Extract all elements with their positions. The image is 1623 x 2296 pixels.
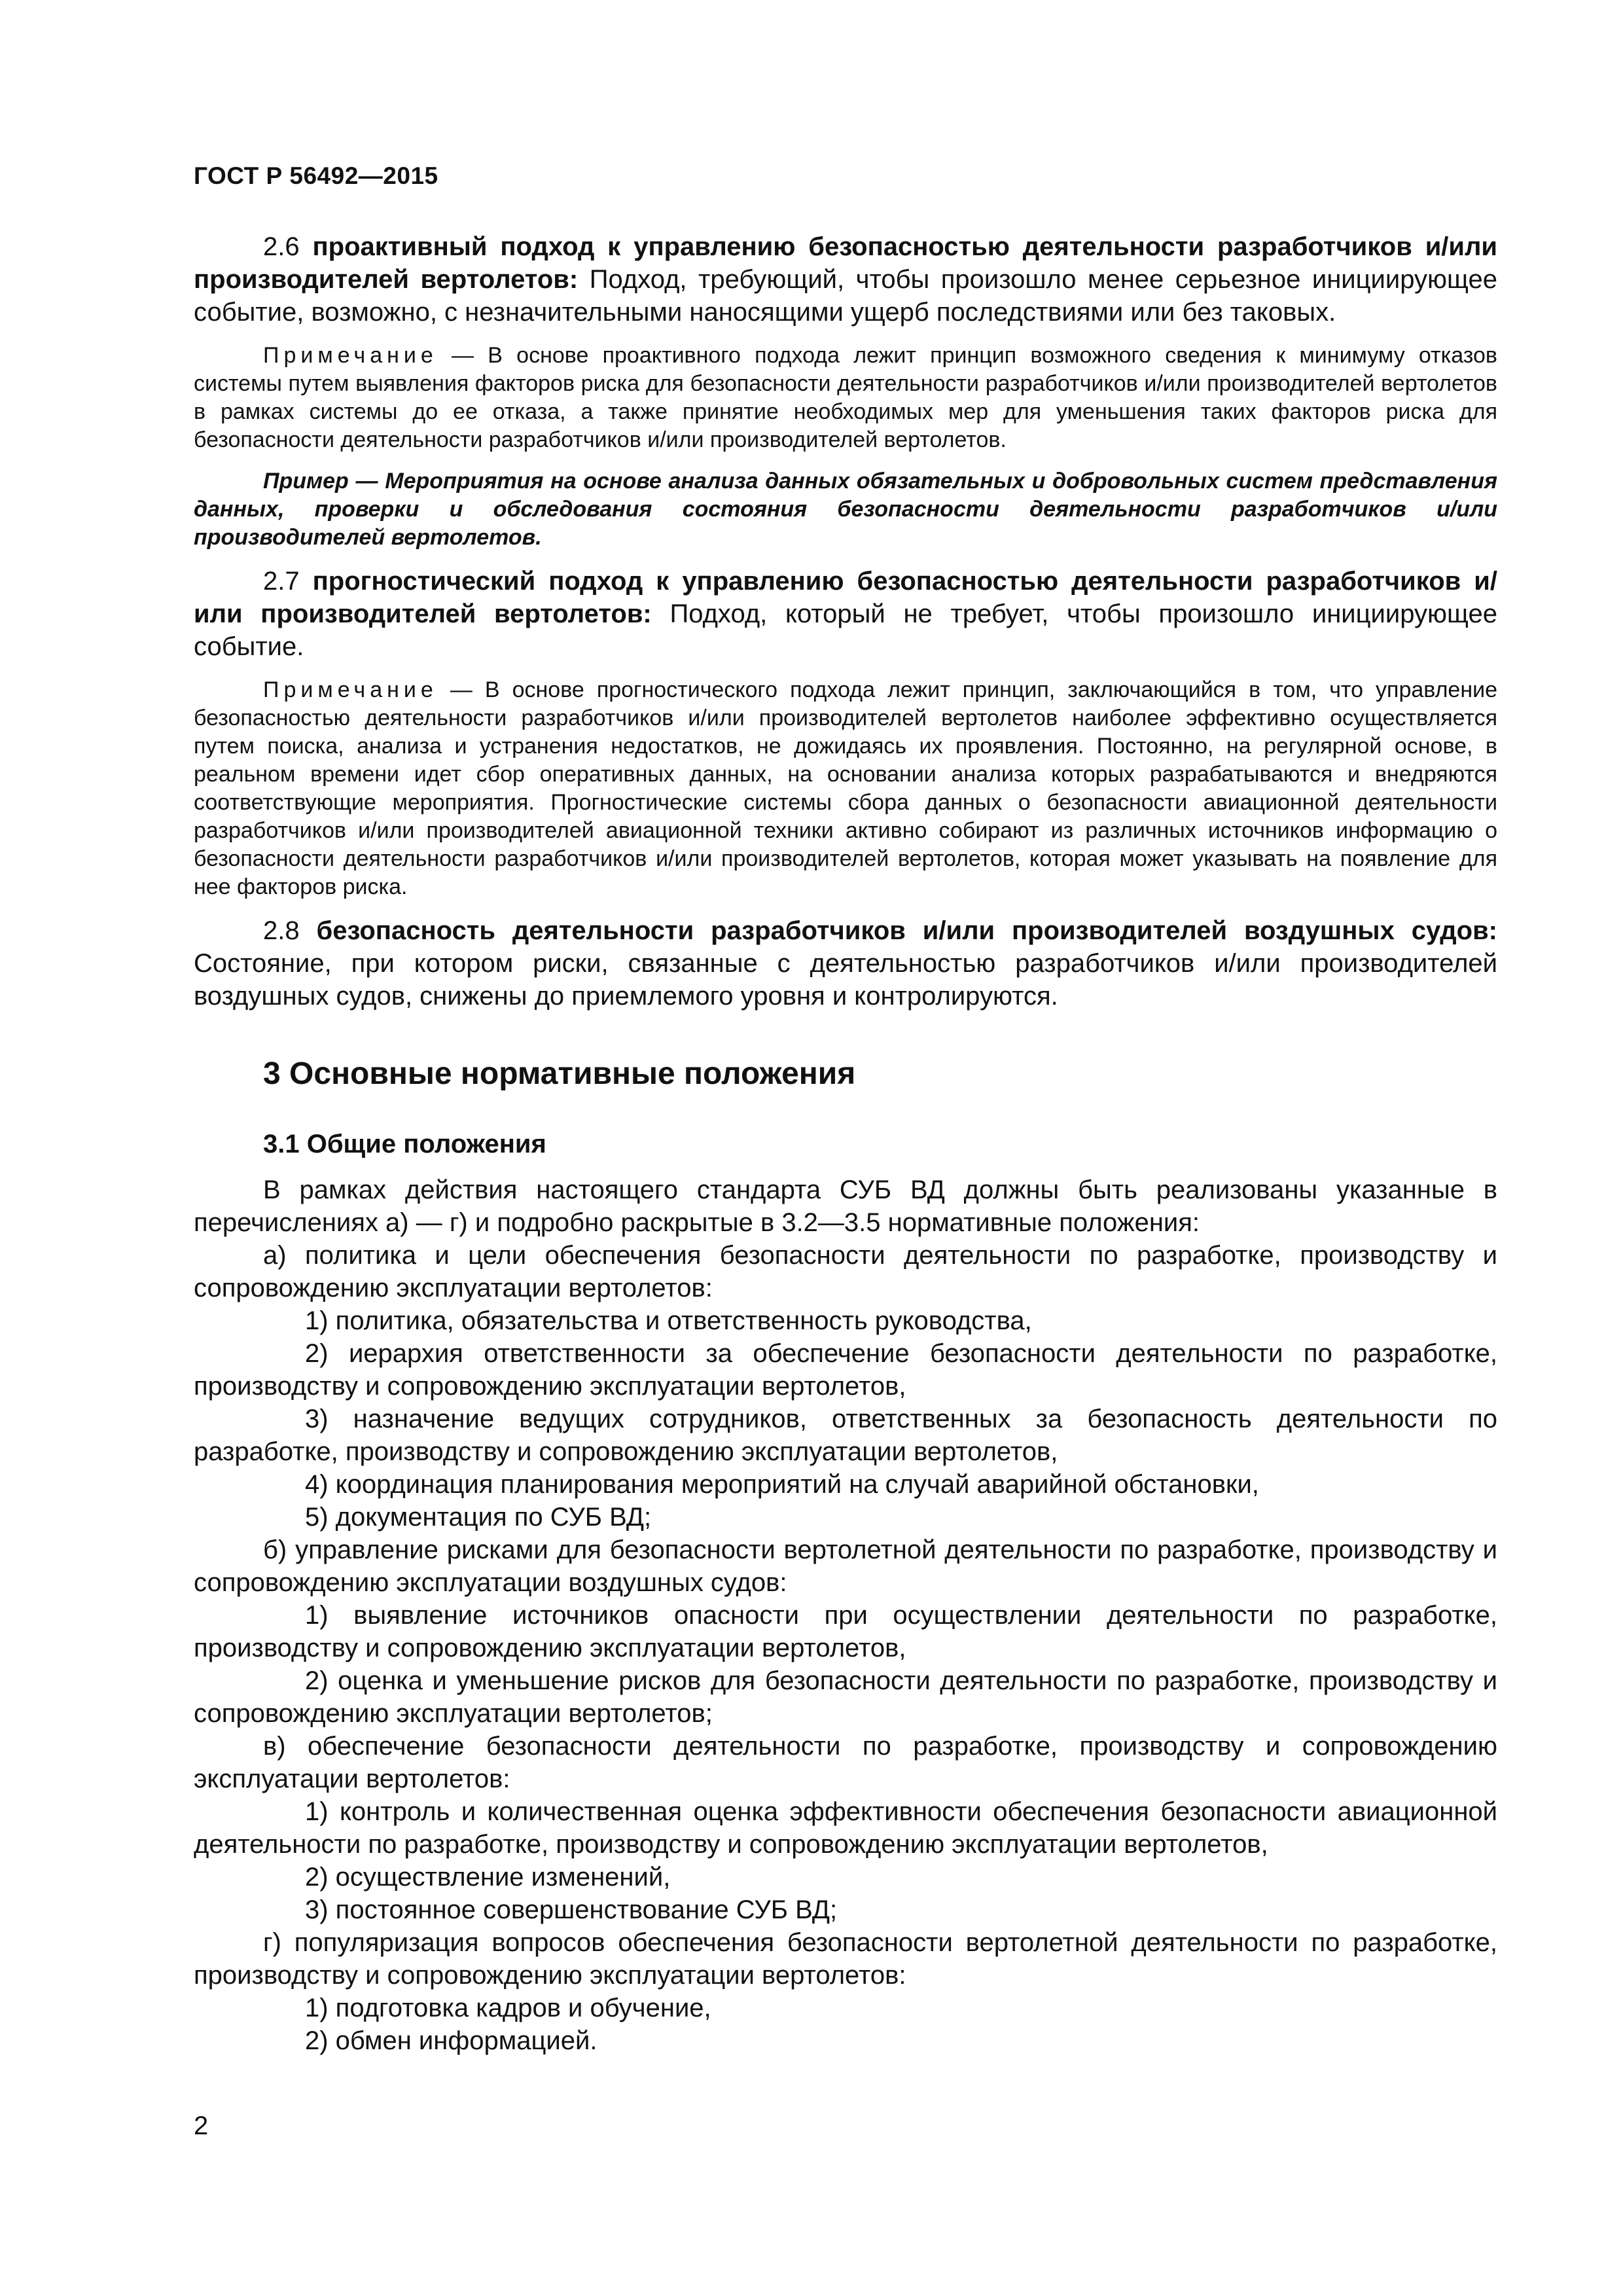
note-text: — В основе проактивного подхода лежит принцип возможного сведения к минимуму отказов системы путем выявления факторов риска для безопасности деятельности разработчиков и/или производителей вертолетов в рамках системы до ее отказа, а также принятие необходимых мер для уменьшения таких факторов риска для безопасности деятельности разработчиков и/или производителей вертолетов.: [194, 343, 1497, 452]
list-item-g1: 1) подготовка кадров и обучение,: [305, 1994, 711, 2022]
list-item-b1: 1) выявление источников опасности при осуществлении деятельности по разработке, производству и сопровождению эксплуатации вертолетов,: [194, 1601, 1497, 1662]
definition: Подход, требующий, чтобы произошло менее серьезное инициирующее событие, возможно, с незначительными наносящими ущерб последствиями или без таковых.: [194, 265, 1497, 327]
list-item-b: б) управление рисками для безопасности вертолетной деятельности по разработке, производству и сопровождению эксплуатации воздушных судов:: [194, 1535, 1497, 1597]
clause-2-7: [194, 565, 1497, 663]
term: безопасность деятельности разработчиков и/или производителей воздушных судов:: [316, 916, 1497, 945]
note-label: Примечание: [263, 677, 438, 702]
clause-number: 2.8: [263, 916, 300, 945]
example-1: Пример — Мероприятия на основе анализа данных обязательных и добровольных систем представления данных, проверки и обследования состояния безопасности деятельности разработчиков и/или производителей вертолетов.: [194, 469, 1497, 550]
list-item-a4: 4) координация планирования мероприятий на случай аварийной обстановки,: [305, 1470, 1259, 1499]
term: проактивный подход к управлению безопасностью деятельности разработчиков и/или производителей вертолетов:: [194, 232, 1497, 294]
list-item-a2: 2) иерархия ответственности за обеспечение безопасности деятельности по разработке, производству и сопровождению эксплуатации вертолетов,: [194, 1339, 1497, 1401]
list-item-a1: 1) политика, обязательства и ответственность руководства,: [305, 1306, 1032, 1335]
page-content: [194, 230, 1497, 2057]
list-item-v2: 2) осуществление изменений,: [305, 1863, 671, 1892]
note-label: Примечание: [263, 343, 438, 368]
subsection-3-1-title: 3.1 Общие положения: [263, 1130, 546, 1158]
term: прогностический подход к управлению безопасностью деятельности разработчиков и/или производителей вертолетов:: [194, 567, 1497, 628]
list-item-g2: 2) обмен информацией.: [305, 2026, 597, 2055]
clause-2-6: [194, 230, 1497, 329]
list-item-v1: 1) контроль и количественная оценка эффективности обеспечения безопасности авиационной деятельности по разработке, производству и сопровождению эксплуатации вертолетов,: [194, 1797, 1497, 1859]
definition: Состояние, при котором риски, связанные с деятельностью разработчиков и/или производителей воздушных судов, снижены до приемлемого уровня и контролируются.: [194, 949, 1497, 1011]
list-item-v: в) обеспечение безопасности деятельности по разработке, производству и сопровождению эксплуатации вертолетов:: [194, 1732, 1497, 1793]
list-item-v3: 3) постоянное совершенствование СУБ ВД;: [305, 1895, 838, 1924]
list-item-b2: 2) оценка и уменьшение рисков для безопасности деятельности по разработке, производству и сопровождению эксплуатации вертолетов;: [194, 1666, 1497, 1728]
list-item-a: а) политика и цели обеспечения безопасности деятельности по разработке, производству и сопровождению эксплуатации вертолетов:: [194, 1241, 1497, 1302]
page-number: 2: [194, 2111, 209, 2140]
definition: Подход, который не требует, чтобы произошло инициирующее событие.: [194, 600, 1497, 661]
clause-2-8: [194, 914, 1497, 1013]
note-1: [194, 342, 1497, 454]
document-header: ГОСТ Р 56492—2015: [194, 162, 438, 189]
list-item-a5: 5) документация по СУБ ВД;: [305, 1503, 652, 1532]
note-2: [194, 676, 1497, 901]
list-item-g: г) популяризация вопросов обеспечения безопасности вертолетной деятельности по разработке, производству и сопровождению эксплуатации вертолетов:: [194, 1928, 1497, 1990]
clause-number: 2.6: [263, 232, 300, 261]
note-text: — В основе прогностического подхода лежит принцип, заключающийся в том, что управление безопасностью деятельности разработчиков и/или производителей вертолетов наиболее эффективно осуществляется путем поиска, анализа и устранения недостатков, не дожидаясь их проявления. Постоянно, на регулярной основе, в реальном времени идет сбор оперативных данных, на основании анализа которых разрабатываются и внедряются соответствующие мероприятия. Прогностические системы сбора данных о безопасности авиационной деятельности разработчиков и/или производителей авиационной техники активно собирают из различных источников информацию о безопасности деятельности разработчиков и/или производителей вертолетов, которая может указывать на появление для нее факторов риска.: [194, 677, 1497, 899]
section-3-intro: В рамках действия настоящего стандарта СУБ ВД должны быть реализованы указанные в перечислениях а) — г) и подробно раскрытые в 3.2—3.5 нормативные положения:: [194, 1175, 1497, 1237]
clause-number: 2.7: [263, 567, 300, 596]
list-item-a3: 3) назначение ведущих сотрудников, ответственных за безопасность деятельности по разработке, производству и сопровождению эксплуатации вертолетов,: [194, 1405, 1497, 1466]
section-3-title: 3 Основные нормативные положения: [263, 1056, 856, 1091]
